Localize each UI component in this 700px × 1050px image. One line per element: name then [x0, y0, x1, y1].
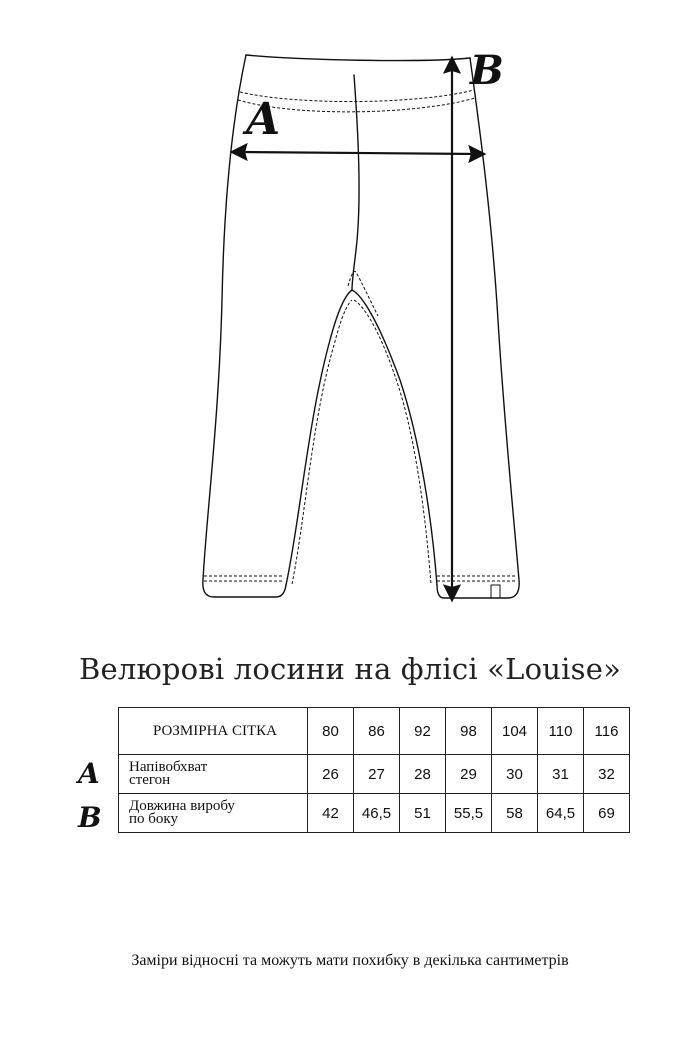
value-cell: 32 [584, 755, 630, 794]
width-arrow-head-left [232, 145, 246, 159]
value-cell: 31 [538, 755, 584, 794]
waistband-top-line [246, 55, 470, 61]
width-arrow-line [236, 152, 478, 154]
row-a-letter: A [78, 757, 100, 790]
value-cell: 29 [446, 755, 492, 794]
value-cell: 51 [400, 794, 446, 833]
size-cell: 86 [354, 708, 400, 755]
row-label-line1: Напівобхват [129, 759, 208, 775]
value-cell: 58 [492, 794, 538, 833]
marker-a: A [246, 94, 281, 145]
size-chart-table [118, 707, 630, 833]
row-label-line2: стегон [129, 772, 171, 788]
center-seam [352, 75, 359, 290]
right-inner-seam [352, 290, 437, 585]
row-label-line2: по боку [129, 811, 178, 827]
left-inner-seam [286, 290, 352, 585]
value-cell: 69 [584, 794, 630, 833]
size-cell: 80 [308, 708, 354, 755]
size-cell: 92 [400, 708, 446, 755]
row-label [119, 794, 308, 833]
label-tab [491, 585, 500, 598]
size-header-row [119, 708, 630, 755]
value-cell: 42 [308, 794, 354, 833]
size-chart-header-label: РОЗМІРНА СІТКА [119, 708, 308, 755]
value-cell: 30 [492, 755, 538, 794]
table-row [119, 794, 630, 833]
right-outer-seam [437, 58, 519, 598]
size-cell: 104 [492, 708, 538, 755]
value-cell: 26 [308, 755, 354, 794]
marker-b: B [470, 47, 504, 94]
row-label [119, 755, 308, 794]
inner-stitch-left [292, 300, 352, 584]
table-row [119, 755, 630, 794]
value-cell: 64,5 [538, 794, 584, 833]
value-cell: 46,5 [354, 794, 400, 833]
value-cell: 55,5 [446, 794, 492, 833]
measurement-note: Заміри відносні та можуть мати похибку в декілька сантиметрів [131, 952, 569, 969]
row-b-letter: B [78, 801, 102, 834]
value-cell: 27 [354, 755, 400, 794]
size-cell: 98 [446, 708, 492, 755]
product-title: Велюрові лосини на флісі «Louise» [78, 652, 622, 686]
size-cell: 116 [584, 708, 630, 755]
row-label-line1: Довжина виробу [129, 798, 235, 814]
value-cell: 28 [400, 755, 446, 794]
inner-stitch-right [354, 300, 431, 584]
size-cell: 110 [538, 708, 584, 755]
